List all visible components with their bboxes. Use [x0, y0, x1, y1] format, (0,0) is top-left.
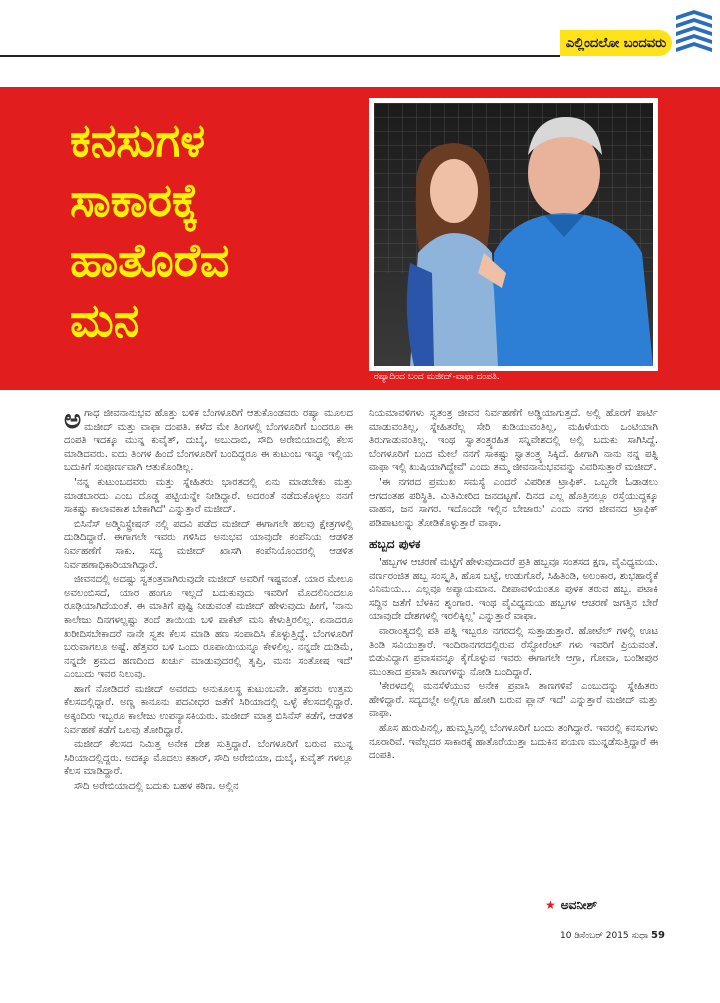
- headline: [70, 110, 360, 350]
- article-paragraph: ಹೊಸ ಹುರುಪಿನಲ್ಲಿ, ಹುಮ್ಮಸ್ಸಿನಲ್ಲಿ ಬೆಂಗಳೂರಿಗೆ ಬಂದು ತಂಗಿದ್ದಾರೆ. ಇವರಲ್ಲಿ ಕನಸುಗಳು ನೂರಾರಿವೆ. ಇವೆಲ್ಲದರ ಸಾಕಾರಕ್ಕೆ ಹಾತೊರೆಯುತ್ತಾ ಬದುಕಿನ ಪಯಣ ಮುನ್ನಡೆಸುತ್ತಿದ್ದಾರೆ ಈ ದಂಪತಿ.: [369, 723, 658, 762]
- article-column-left: [64, 407, 353, 795]
- byline: [545, 898, 597, 913]
- paragraph-text: ಗಾಧ ಜೀವನಾನುಭವ ಹೊತ್ತು ಬಳಿಕ ಬೆಂಗಳೂರಿಗೆ ಆತುಕೊಂಡವರು ರಷ್ಯಾ ಮೂಲದ ಮಜೀದ್ ಮತ್ತು ವಾಫಾ ದಂಪತಿ. ಕಳೆದ ಮೇ ತಿಂಗಳಲ್ಲಿ ಬೆಂಗಳೂರಿಗೆ ಬಂದರೂ ಈ ದಂಪತಿ ಇದಕ್ಕೂ ಮುನ್ನ ಕುವೈತ್, ದುಬೈ, ಅಬುದಾಬಿ, ಸೌದಿ ಅರೇಬಿಯಾದಲ್ಲಿ ಕೆಲಸ ಮಾಡಿದವರು. ಐದು ತಿಂಗಳ ಹಿಂದೆ ಬೆಂಗಳೂರಿಗೆ ಬಂದಿದ್ದರೂ ಈ ಕುಟುಂಬ ಇನ್ನೂ ಇಲ್ಲಿಯ ಬದುಕಿಗೆ ಸಂಪೂರ್ಣವಾಗಿ ಆತುಕೊಂಡಿಲ್ಲ.: [64, 408, 353, 474]
- star-icon: ★: [545, 898, 556, 912]
- article-paragraph: ಮಜೀದ್ ಕೆಲಸದ ನಿಮಿತ್ತ ಅನೇಕ ದೇಶ ಸುತ್ತಿದ್ದಾರೆ. ಬೆಂಗಳೂರಿಗೆ ಬರುವ ಮುನ್ನ ಸಿರಿಯಾದಲ್ಲಿದ್ದರು. ಅದಕ್ಕೂ ಮೊದಲು ಕತಾರ್, ಸೌದಿ ಅರೇಬಿಯಾ, ದುಬೈ, ಕುವೈತ್ ಗಳಲ್ಲೂ ಕೆಲಸ ಮಾಡಿದ್ದಾರೆ.: [64, 739, 353, 778]
- book-stack-icon: [672, 6, 716, 56]
- author-name: ಅವನೀಶ್: [560, 898, 597, 912]
- page-folio: [560, 930, 665, 941]
- page-number: 59: [651, 930, 665, 941]
- drop-cap: ಅ: [64, 405, 82, 435]
- article-paragraph: ಹಾಗೆ ನೋಡಿದರೆ ಮಜೀದ್ ಅವರದು ಅನುಕೂಲಸ್ಥ ಕುಟುಂಬವೇ. ಹೆತ್ತವರು ಉತ್ತಮ ಕೆಲಸದಲ್ಲಿದ್ದಾರೆ. ಅಣ್ಣ ಕಾನೂನು ಪದವೀಧರ ಜತೆಗೆ ಸಿರಿಯಾದಲ್ಲಿ ಒಳ್ಳೆ ಕೆಲಸದಲ್ಲಿದ್ದಾರೆ. ಅಕ್ಕಂದಿರು ಇಬ್ಬರೂ ಕಾಲೇಜು ಉಪನ್ಯಾಸಕಿಯರು. ಮಜೀದ್ ಮಾತ್ರ ಬಿಸಿನೆಸ್ ಕಡೆಗೆ, ಆಡಳಿತ ನಿರ್ವಹಣೆ ಕಡೆಗೆ ಒಲವು ತೋರಿದ್ದಾರೆ.: [64, 683, 353, 736]
- magazine-name: ಸುಧಾ: [631, 931, 649, 941]
- section-subhead: ಹಬ್ಬದ ಪುಳಕ: [369, 537, 421, 552]
- article-paragraph: 'ಈ ನಗರದ ಪ್ರಮುಖ ಸಮಸ್ಯೆ ಎಂದರೆ ವಿಪರೀತ ಟ್ರಾಫಿಕ್. ಒಬ್ಬರೇ ಓಡಾಡಲು ಆಗದಂತಹ ಪರಿಸ್ಥಿತಿ. ಮಿತಿಮೀರಿದ ಜನದಟ್ಟಣೆ. ದಿನದ ಎಲ್ಲ ಹೊತ್ತಿನಲ್ಲೂ ರಸ್ತೆಯುದ್ದಕ್ಕೂ ವಾಹನ, ಜನ ಸಾಗರ. ಇದೊಂದೇ ಇಲ್ಲಿನ ಬೇಜಾರು' ಎಂದು ನಗರ ಜೀವನದ ಟ್ರಾಫಿಕ್ ಪಡಿಪಾಟಲನ್ನು ತೋಡಿಕೊಳ್ಳುತ್ತಾರೆ ವಾಫಾ.: [369, 476, 658, 529]
- headline-line: ಸಾಕಾರಕ್ಕೆ: [70, 173, 199, 227]
- article-paragraph: 'ಹಬ್ಬಗಳ ಆಚರಣೆ ಮಟ್ಟಿಗೆ ಹೇಳುವುದಾದರೆ ಪ್ರತಿ ಹಬ್ಬವೂ ಸಂತಸದ ಕ್ಷಣ, ವೈವಿಧ್ಯಮಯ. ವರ್ಣರಂಜಿತ ಹಬ್ಬ ಸಂಸ್ಕೃತಿ, ಹೊಸ ಬಟ್ಟೆ, ಉಡುಗೊರೆ, ಸಿಹಿತಿಂಡಿ, ಅಲಂಕಾರ, ಶುಭಹಾರೈಕೆ ವಿನಿಮಯ... ಎಲ್ಲವೂ ಅಪ್ಯಾಯಮಾನ. ದೀಪಾವಳಿಯಂತೂ ಪುಳಕ ತರುವ ಹಬ್ಬ. ಪಟಾಕಿ ಸದ್ದಿನ ಜತೆಗೆ ಬೆಳಕಿನ ಶೃಂಗಾರ. ಇಂಥ ವೈವಿಧ್ಯಮಯ ಹಬ್ಬಗಳ ಆಚರಣೆ ಜಗತ್ತಿನ ಬೇರೆ ಯಾವುದೇ ದೇಶಗಳಲ್ಲಿ ಇರಲಿಕ್ಕಿಲ್ಲ' ಎನ್ನುತ್ತಾರೆ ವಾಫಾ.: [369, 556, 658, 623]
- article-paragraph: 'ಕೇರಳದಲ್ಲಿ ಮನಸೆಳೆಯುವ ಅನೇಕ ಪ್ರವಾಸಿ ತಾಣಗಳಿವೆ ಎಂಬುದನ್ನು ಸ್ನೇಹಿತರು ಹೇಳಿದ್ದಾರೆ. ಸದ್ಯದಲ್ಲೇ ಅಲ್ಲಿಗೂ ಹೋಗಿ ಬರುವ ಪ್ಲಾನ್ ಇದೆ' ಎನ್ನುತ್ತಾರೆ ಮಜೀದ್ ಮತ್ತು ವಾಫಾ.: [369, 681, 658, 720]
- couple-photo: [374, 103, 653, 366]
- section-tag: ಎಲ್ಲಿಂದಲೋ ಬಂದವರು: [560, 30, 672, 56]
- article-paragraph: ವಾರಾಂತ್ಯದಲ್ಲಿ ಪತಿ ಪತ್ನಿ ಇಬ್ಬರೂ ನಗರದಲ್ಲಿ ಸುತ್ತಾಡುತ್ತಾರೆ. ಹೋಟೆಲ್ ಗಳಲ್ಲಿ ಊಟ ತಿಂಡಿ ಸವಿಯುತ್ತಾರೆ. ಇಂದಿರಾನಗರದಲ್ಲಿರುವ ರೆಸ್ಟೋರೆಂಟ್ ಗಳು ಇವರಿಗೆ ಪ್ರಿಯವಂತೆ. ಬಿಡುವಿದ್ದಾಗ ಪ್ರವಾಸವನ್ನೂ ಕೈಗೊಳ್ಳುವ ಇವರು ಈಗಾಗಲೇ ಆಗ್ರಾ, ಗೋವಾ, ಬಂಡೀಪುರ ಮುಂತಾದ ಪ್ರವಾಸಿ ತಾಣಗಳನ್ನು ನೋಡಿ ಬಂದಿದ್ದಾರೆ.: [369, 625, 658, 678]
- article-paragraph: [64, 407, 353, 475]
- issue-date: 10 ಡಿಸೆಂಬರ್ 2015: [560, 931, 629, 941]
- article-column-right: [369, 407, 658, 764]
- article-paragraph: ಬಿಸಿನೆಸ್ ಅಡ್ಮಿನಿಸ್ಟ್ರೇಷನ್ ನಲ್ಲಿ ಪದವಿ ಪಡೆದ ಮಜೀದ್ ಈಗಾಗಲೇ ಹಲವು ಕ್ಷೇತ್ರಗಳಲ್ಲಿ ದುಡಿದಿದ್ದಾರೆ. ಈಗಾಗಲೇ ಇವರು ಗಳಿಸಿದ ಅನುಭವ ಯಾವುದೇ ಕಂಪೆನಿಯ ಆಡಳಿತ ನಿರ್ವಹಣೆಗೆ ಸಾಕು. ಸದ್ಯ ಮಜೀದ್ ಖಾಸಗಿ ಕಂಪೆನಿಯೊಂದರಲ್ಲಿ ಆಡಳಿತ ನಿರ್ವಹಣಾಧಿಕಾರಿಯಾಗಿದ್ದಾರೆ.: [64, 518, 353, 571]
- headline-line: ಮನ: [70, 293, 140, 347]
- headline-line: ಕನಸುಗಳ: [70, 113, 206, 167]
- photo-caption: ರಷ್ಯಾದಿಂದ ಬಂದ ಮಜೀದ್-ವಾಫಾ ದಂಪತಿ.: [374, 372, 500, 382]
- article-paragraph: ನಿಯಮಾವಳಿಗಳು ಸ್ವತಂತ್ರ ಜೀವನ ನಿರ್ವಹಣೆಗೆ ಅಡ್ಡಿಯಾಗುತ್ತದೆ. ಅಲ್ಲಿ ಹೊರಗೆ ಪಾರ್ಟಿ ಮಾಡುವಂತಿಲ್ಲ, ಸ್ನೇಹಿತರೆಲ್ಲ ಸೇರಿ ಕುಡಿಯುವಂತಿಲ್ಲ, ಮಹಿಳೆಯರು ಒಂಟಿಯಾಗಿ ತಿರುಗಾಡುವಂತಿಲ್ಲ. ಇಂಥ ಸ್ವಾತಂತ್ರ್ಯರಹಿತ ಸನ್ನಿವೇಶದಲ್ಲಿ ಅಲ್ಲಿ ಬದುಕು ಸಾಗಿಸಿದ್ದೆ. ಬೆಂಗಳೂರಿಗೆ ಬಂದ ಮೇಲೆ ನನಗೆ ಸಾಕಷ್ಟು ಸ್ವಾತಂತ್ರ್ಯ ಸಿಕ್ಕಿದೆ. ಹೀಗಾಗಿ ನಾನು ನನ್ನ ಪತ್ನಿ ವಾಫಾ ಇಲ್ಲಿ ಖುಷಿಯಾಗಿದ್ದೇವೆ' ಎಂದು ತಮ್ಮ ಜೀವನಾನುಭವವನ್ನು ವಿವರಿಸುತ್ತಾರೆ ಮಜೀದ್.: [369, 408, 658, 474]
- article-paragraph: ಜೀವನದಲ್ಲಿ ಅದಷ್ಟು ಸ್ವತಂತ್ರವಾಗಿರುವುದೇ ಮಜೀದ್ ಅವರಿಗೆ ಇಷ್ಟವಂತೆ. ಯಾರ ಮೇಲೂ ಅವಲಂಬಿಸದೆ, ಯಾರ ಹಂಗೂ ಇಲ್ಲದೆ ಬದುಕುವುದು ಇವರಿಗೆ ಮೊದಲಿನಿಂದಲೂ ರೂಢಿಯಾಗಿದೆಯಂತೆ. ಈ ಮಾತಿಗೆ ಪುಷ್ಟಿ ನೀಡುವಂತೆ ಮಜೀದ್ ಹೇಳುವುದು ಹೀಗೆ, 'ನಾನು ಕಾಲೇಜು ದಿನಗಳಲ್ಲಷ್ಟು ತಂದೆ ತಾಯಿಯ ಬಳಿ ಪಾಕೆಟ್ ಮನಿ ಕೇಳುತ್ತಿರಲಿಲ್ಲ. ಏನಾದರೂ ಖರೀದಿಸಬೇಕಾದರೆ ನಾನೇ ಸ್ವತಃ ಕೆಲಸ ಮಾಡಿ ಹಣ ಸಂಪಾದಿಸಿ ಕೊಳ್ಳುತ್ತಿದ್ದೆ. ಬೆಂಗಳೂರಿಗೆ ಬರುವಾಗಲೂ ಅಷ್ಟೆ. ಹೆತ್ತವರ ಬಳಿ ಒಂದು ರೂಪಾಯಿಯನ್ನೂ ಕೇಳಲಿಲ್ಲ. ನನ್ನದೇ ದುಡಿಮೆ, ನನ್ನದೇ ಶ್ರಮದ ಹಣದಿಂದ ಖರ್ಚು ಮಾಡುವುದರಲ್ಲಿ ತೃಪ್ತಿ, ಮನಃ ಸಂತೋಷ ಇದೆ' ಎಂಬುದು ಇವರ ನಿಲುವು.: [64, 574, 353, 681]
- headline-line: ಹಾತೊರೆವ: [70, 233, 230, 287]
- article-paragraph: ಸೌದಿ ಅರೇಬಿಯಾದಲ್ಲಿ ಬದುಕು ಬಹಳ ಕಠಿಣ. ಅಲ್ಲಿನ: [74, 781, 239, 793]
- header-rule: [0, 55, 560, 57]
- article-paragraph: 'ನನ್ನ ಕುಟುಂಬದವರು ಮತ್ತು ಸ್ನೇಹಿತರು ಭಾರತದಲ್ಲಿ ಏನು ಮಾಡಬೇಕು ಮತ್ತು ಮಾಡಬಾರದು ಎಂಬ ದೊಡ್ಡ ಪಟ್ಟಿಯನ್ನೇ ನೀಡಿದ್ದಾರೆ. ಅದರಂತೆ ನಡೆದುಕೊಳ್ಳಲು ನನಗೆ ಸಾಕಷ್ಟು ಕಾಲಾವಕಾಶ ಬೇಕಾಗಿದೆ' ಎನ್ನುತ್ತಾರೆ ಮಜೀದ್.: [64, 476, 353, 516]
